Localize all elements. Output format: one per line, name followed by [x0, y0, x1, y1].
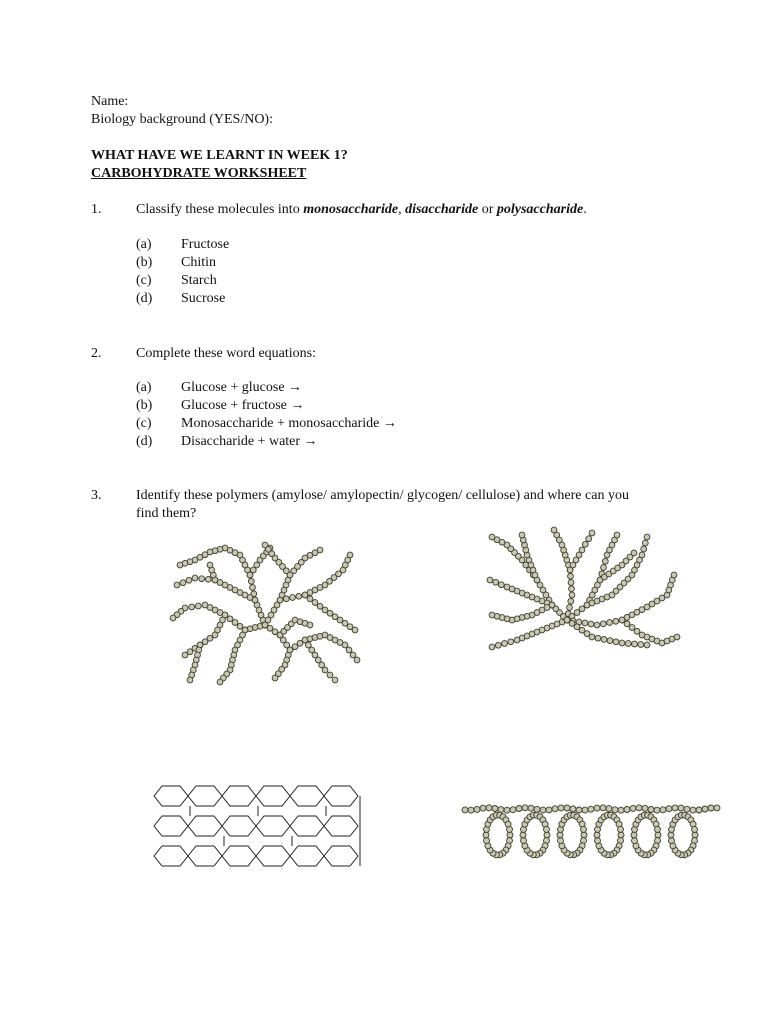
q3-number: 3. [91, 488, 102, 503]
glucose-bead [601, 637, 607, 643]
glucose-bead [498, 807, 504, 813]
q2-item-text: Disaccharide + water → [181, 434, 318, 449]
glucose-ring [222, 846, 256, 866]
glucose-bead [708, 805, 714, 811]
glucose-ring [290, 786, 324, 806]
glucose-bead [327, 672, 333, 678]
glucose-bead [576, 807, 582, 813]
glucose-bead [507, 832, 513, 838]
glucose-bead [283, 596, 289, 602]
term-polysaccharide: polysaccharide [496, 202, 584, 217]
glucose-bead [625, 641, 631, 647]
q2-item-text: Glucose + fructose → [181, 398, 305, 413]
glucose-bead [199, 576, 205, 582]
glucose-bead [489, 644, 495, 650]
glucose-bead [579, 606, 585, 612]
glucose-bead [521, 838, 527, 844]
glucose-bead [644, 534, 650, 540]
glucose-bead [486, 805, 492, 811]
q2-item-label: (d) [136, 434, 153, 449]
glucose-bead [546, 807, 552, 813]
glucose-bead [595, 635, 601, 641]
glucose-bead [690, 807, 696, 813]
glucose-bead [182, 652, 188, 658]
glucose-bead [307, 622, 313, 628]
term-monosaccharide: monosaccharide [303, 202, 399, 217]
q2-text: Complete these word equations: [136, 346, 317, 361]
glucose-bead [629, 625, 635, 631]
q2-item-text: Glucose + glucose → [181, 380, 303, 395]
week-title: WHAT HAVE WE LEARNT IN WEEK 1? [91, 148, 348, 163]
q2-item-label: (b) [136, 398, 153, 413]
glucose-bead [655, 826, 661, 832]
glucose-bead [462, 807, 468, 813]
glucose-bead [508, 639, 514, 645]
glucose-bead [618, 807, 624, 813]
glucose-bead [641, 546, 647, 552]
glucose-bead [692, 832, 698, 838]
glucose-bead [613, 618, 619, 624]
glucose-bead [195, 603, 201, 609]
q1-sep1: , [398, 202, 406, 217]
glucose-bead [601, 565, 607, 571]
glucose-bead [170, 615, 176, 621]
glucose-ring [256, 816, 290, 836]
glucose-bead [352, 627, 358, 633]
glucose-bead [632, 838, 638, 844]
q2-item-label: (a) [136, 380, 152, 395]
glucose-bead [589, 530, 595, 536]
glucose-bead [507, 826, 513, 832]
glucose-bead [487, 577, 493, 583]
glucose-bead [180, 580, 186, 586]
glucose-bead [674, 634, 680, 640]
glucose-bead [668, 832, 674, 838]
glucose-bead [468, 807, 474, 813]
glucose-ring [324, 846, 358, 866]
glucose-ring [324, 816, 358, 836]
glucose-bead [489, 612, 495, 618]
glucose-bead [581, 826, 587, 832]
glucose-bead [237, 623, 243, 629]
glucose-bead [307, 596, 313, 602]
glucose-bead [187, 677, 193, 683]
cellulose-diagram [150, 782, 370, 872]
glucose-bead [606, 806, 612, 812]
glucose-bead [498, 582, 504, 588]
glucose-bead [618, 832, 624, 838]
glucose-bead [600, 805, 606, 811]
glucose-bead [483, 832, 489, 838]
glucose-bead [655, 832, 661, 838]
glucose-bead [714, 805, 720, 811]
glucose-bead [702, 806, 708, 812]
glucose-bead [678, 805, 684, 811]
glucose-bead [557, 832, 563, 838]
q1-text-start: Classify these molecules into [136, 202, 304, 217]
glucose-bead [642, 540, 648, 546]
glucose-ring [290, 846, 324, 866]
glucose-bead [631, 550, 637, 556]
glucose-bead [302, 592, 308, 598]
q1-text [136, 201, 587, 219]
glucose-bead [648, 807, 654, 813]
glucose-bead [510, 807, 516, 813]
glucose-bead [202, 602, 208, 608]
glucose-bead [493, 579, 499, 585]
q1-end: . [583, 202, 587, 217]
glucose-bead [551, 527, 557, 533]
glucose-bead [272, 675, 278, 681]
glucose-bead [248, 578, 254, 584]
glucose-bead [660, 807, 666, 813]
glucose-bead [624, 807, 630, 813]
glucose-bead [654, 807, 660, 813]
glucose-bead [595, 838, 601, 844]
glucose-bead [613, 639, 619, 645]
glucose-bead [227, 616, 233, 622]
glucose-bead [607, 620, 613, 626]
glucose-bead [504, 584, 510, 590]
amylose-diagram [460, 795, 730, 865]
glucose-bead [544, 826, 550, 832]
glucose-bead [619, 617, 625, 623]
glucose-ring [154, 846, 188, 866]
glucose-bead [250, 585, 256, 591]
glucose-bead [504, 807, 510, 813]
worksheet-title: CARBOHYDRATE WORKSHEET [91, 166, 307, 181]
glucose-bead [666, 806, 672, 812]
glucose-bead [514, 637, 520, 643]
glucose-bead [684, 806, 690, 812]
glucose-bead [317, 547, 323, 553]
glucose-bead [528, 805, 534, 811]
glucose-ring [256, 786, 290, 806]
glucose-bead [632, 641, 638, 647]
glucose-bead [519, 532, 525, 538]
glucose-bead [692, 826, 698, 832]
glucose-bead [594, 622, 600, 628]
glucose-bead [624, 621, 630, 627]
glucose-bead [296, 593, 302, 599]
glucose-bead [582, 541, 588, 547]
glucose-ring [188, 846, 222, 866]
glucose-bead [564, 805, 570, 811]
glucose-bead [618, 826, 624, 832]
glucose-bead [192, 575, 198, 581]
glucose-bead [594, 832, 600, 838]
q1-item-label: (c) [136, 273, 152, 288]
glucose-bead [354, 657, 360, 663]
glucose-bead [574, 610, 580, 616]
glucose-bead [634, 628, 640, 634]
q2-item-text: Monosaccharide + monosaccharide → [181, 416, 397, 431]
glucose-bead [480, 805, 486, 811]
glucose-bead [232, 620, 238, 626]
glucose-bead [570, 806, 576, 812]
q1-item-text: Sucrose [181, 291, 226, 306]
q1-item-text: Fructose [181, 237, 230, 252]
glucose-bead [582, 807, 588, 813]
glucose-bead [174, 582, 180, 588]
q1-item-label: (a) [136, 237, 152, 252]
glucose-bead [638, 642, 644, 648]
glucose-ring [188, 816, 222, 836]
glucose-bead [619, 640, 625, 646]
glucose-bead [534, 806, 540, 812]
glucose-bead [644, 642, 650, 648]
q1-number: 1. [91, 202, 102, 217]
glucose-bead [177, 562, 183, 568]
glucose-bead [639, 552, 645, 558]
glucose-ring [154, 816, 188, 836]
glucose-bead [342, 642, 348, 648]
glucose-bead [594, 805, 600, 811]
name-label: Name: [91, 94, 129, 109]
glucose-bead [642, 805, 648, 811]
glucose-bead [558, 805, 564, 811]
glucose-bead [474, 806, 480, 812]
glucose-bead [582, 620, 588, 626]
glucose-bead [579, 547, 585, 553]
q1-item-label: (d) [136, 291, 153, 306]
glucose-bead [322, 667, 328, 673]
glucose-bead [332, 677, 338, 683]
amylopectin-diagram [482, 525, 682, 655]
q1-item-text: Starch [181, 273, 217, 288]
q1-item-label: (b) [136, 255, 153, 270]
glucose-bead [277, 597, 283, 603]
glucose-bead [568, 573, 574, 579]
q2-number: 2. [91, 346, 102, 361]
glucose-bead [347, 552, 353, 558]
glucose-bead [630, 805, 636, 811]
glucose-bead [350, 652, 356, 658]
glucose-bead [186, 577, 192, 583]
glucose-ring [222, 786, 256, 806]
q2-item-label: (c) [136, 416, 152, 431]
glucose-bead [607, 638, 613, 644]
glucose-bead [262, 542, 268, 548]
glucose-bead [495, 642, 501, 648]
glucose-bead [614, 532, 620, 538]
glucose-bead [290, 595, 296, 601]
q3-text-line1: Identify these polymers (amylose/ amylopectin/ glycogen/ cellulose) and where can you [136, 488, 629, 503]
glucose-bead [492, 806, 498, 812]
glucose-bead [558, 838, 564, 844]
glucose-ring [188, 786, 222, 806]
glucose-ring [290, 816, 324, 836]
q1-sep2: or [478, 202, 497, 217]
glucose-ring [256, 846, 290, 866]
glucose-ring [222, 816, 256, 836]
glucose-bead [671, 572, 677, 578]
glucose-ring [154, 786, 188, 806]
glucose-bead [588, 621, 594, 627]
glucose-bead [588, 806, 594, 812]
glucose-bead [552, 806, 558, 812]
glucose-bead [600, 621, 606, 627]
glucose-bead [568, 580, 574, 586]
glucose-ring [324, 786, 358, 806]
q1-item-text: Chitin [181, 255, 217, 270]
glucose-bead [489, 534, 495, 540]
glucose-bead [207, 562, 213, 568]
glucose-bead [540, 807, 546, 813]
term-disaccharide: disaccharide [405, 202, 479, 217]
glucose-bead [569, 586, 575, 592]
glucose-bead [484, 838, 490, 844]
glucose-bead [346, 647, 352, 653]
glucose-bead [569, 592, 575, 598]
glucose-bead [516, 806, 522, 812]
glucose-bead [589, 634, 595, 640]
glucose-bead [669, 838, 675, 844]
glucose-bead [602, 558, 608, 564]
glucose-bead [544, 832, 550, 838]
glucose-bead [636, 805, 642, 811]
glucose-bead [696, 807, 702, 813]
glucose-bead [567, 605, 573, 611]
q3-text-line2: find them? [136, 506, 197, 521]
glucose-bead [568, 598, 574, 604]
biology-background-label: Biology background (YES/NO): [91, 112, 273, 127]
glucose-bead [189, 604, 195, 610]
glucose-bead [312, 600, 318, 606]
glucose-bead [522, 805, 528, 811]
glucose-bead [217, 679, 223, 685]
glucose-bead [520, 832, 526, 838]
glucose-bead [581, 832, 587, 838]
glucose-bead [612, 807, 618, 813]
glycogen-diagram [165, 540, 365, 690]
glucose-bead [631, 832, 637, 838]
glucose-bead [672, 805, 678, 811]
glucose-bead [586, 536, 592, 542]
glucose-bead [502, 641, 508, 647]
glucose-bead [205, 576, 211, 582]
glucose-bead [317, 603, 323, 609]
